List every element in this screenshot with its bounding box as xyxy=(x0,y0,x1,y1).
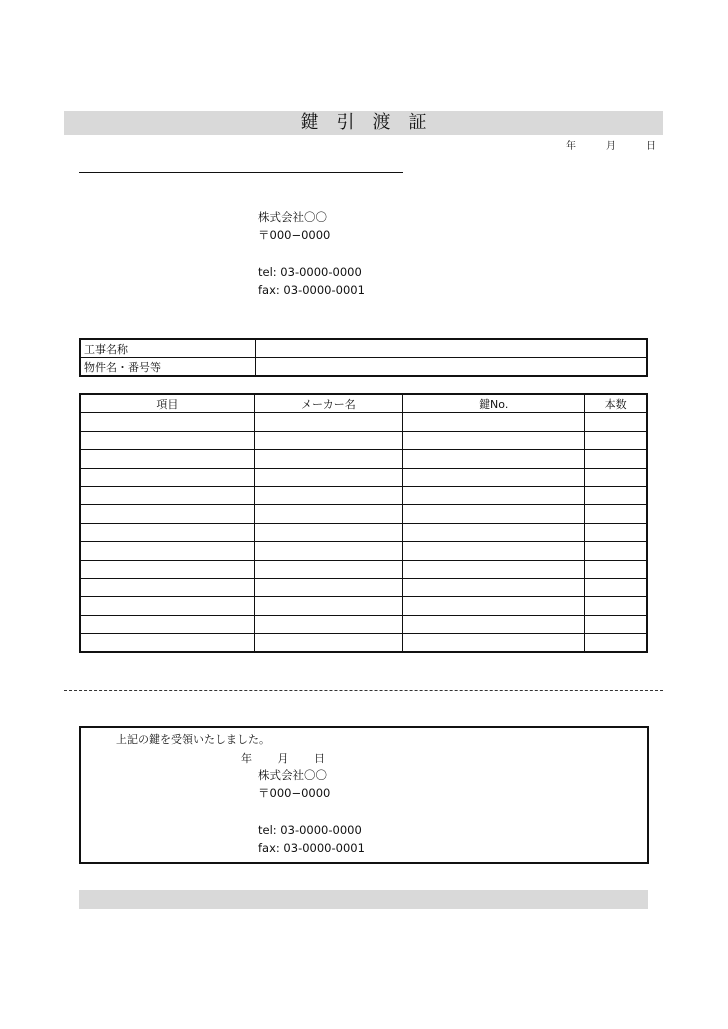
receipt-issuer-block xyxy=(258,766,365,857)
maker-cell[interactable] xyxy=(254,468,402,486)
key-no-cell[interactable] xyxy=(403,486,585,504)
receipt-day-label: 日 xyxy=(314,752,325,765)
key-no-cell[interactable] xyxy=(403,505,585,523)
project-name-field[interactable] xyxy=(256,339,648,358)
project-row xyxy=(80,358,647,377)
item-cell[interactable] xyxy=(80,505,254,523)
item-cell[interactable] xyxy=(80,634,254,653)
table-row xyxy=(80,450,647,468)
property-name-field[interactable] xyxy=(256,358,648,377)
receipt-month-label: 月 xyxy=(277,752,289,765)
count-cell[interactable] xyxy=(585,413,647,431)
key-no-cell[interactable] xyxy=(403,468,585,486)
count-cell[interactable] xyxy=(585,486,647,504)
count-cell[interactable] xyxy=(585,615,647,633)
table-row xyxy=(80,468,647,486)
issue-date xyxy=(566,137,656,152)
receipt-date xyxy=(241,750,325,766)
key-no-cell[interactable] xyxy=(403,597,585,615)
maker-cell[interactable] xyxy=(254,542,402,560)
project-name-label: 工事名称 xyxy=(80,339,256,358)
table-row xyxy=(80,634,647,653)
count-cell[interactable] xyxy=(585,468,647,486)
receipt-company: 株式会社〇〇 xyxy=(258,768,327,782)
key-no-cell[interactable] xyxy=(403,413,585,431)
table-row xyxy=(80,523,647,541)
footer-bar xyxy=(79,890,648,909)
receipt-fax: fax: 03-0000-0001 xyxy=(258,841,365,855)
count-cell[interactable] xyxy=(585,634,647,653)
issuer-tel: tel: 03-0000-0000 xyxy=(258,265,362,279)
table-row xyxy=(80,431,647,449)
maker-cell[interactable] xyxy=(254,486,402,504)
key-no-cell[interactable] xyxy=(403,431,585,449)
receipt-postal: 〒000−0000 xyxy=(258,786,331,800)
date-year-label: 年 xyxy=(566,141,576,152)
maker-cell[interactable] xyxy=(254,560,402,578)
key-no-cell[interactable] xyxy=(403,523,585,541)
table-row xyxy=(80,542,647,560)
maker-cell[interactable] xyxy=(254,615,402,633)
item-cell[interactable] xyxy=(80,578,254,596)
header-key-no: 鍵No. xyxy=(403,394,585,413)
count-cell[interactable] xyxy=(585,578,647,596)
count-cell[interactable] xyxy=(585,560,647,578)
key-no-cell[interactable] xyxy=(403,615,585,633)
item-cell[interactable] xyxy=(80,468,254,486)
key-no-cell[interactable] xyxy=(403,542,585,560)
count-cell[interactable] xyxy=(585,505,647,523)
property-name-label: 物件名・番号等 xyxy=(80,358,256,377)
maker-cell[interactable] xyxy=(254,578,402,596)
key-no-cell[interactable] xyxy=(403,634,585,653)
table-row xyxy=(80,505,647,523)
cut-line xyxy=(64,690,663,691)
item-cell[interactable] xyxy=(80,615,254,633)
maker-cell[interactable] xyxy=(254,450,402,468)
table-row xyxy=(80,615,647,633)
receipt-section xyxy=(79,726,649,864)
maker-cell[interactable] xyxy=(254,634,402,653)
key-no-cell[interactable] xyxy=(403,560,585,578)
maker-cell[interactable] xyxy=(254,597,402,615)
key-no-cell[interactable] xyxy=(403,578,585,596)
receipt-message: 上記の鍵を受領いたしました。 xyxy=(116,733,270,746)
count-cell[interactable] xyxy=(585,542,647,560)
title-bar xyxy=(64,111,663,135)
maker-cell[interactable] xyxy=(254,523,402,541)
item-cell[interactable] xyxy=(80,560,254,578)
item-cell[interactable] xyxy=(80,450,254,468)
header-count: 本数 xyxy=(585,394,647,413)
maker-cell[interactable] xyxy=(254,431,402,449)
count-cell[interactable] xyxy=(585,523,647,541)
issuer-fax: fax: 03-0000-0001 xyxy=(258,283,365,297)
item-cell[interactable] xyxy=(80,486,254,504)
table-row xyxy=(80,413,647,431)
count-cell[interactable] xyxy=(585,431,647,449)
issuer-postal: 〒000−0000 xyxy=(258,228,331,242)
item-cell[interactable] xyxy=(80,431,254,449)
maker-cell[interactable] xyxy=(254,413,402,431)
project-row xyxy=(80,339,647,358)
key-no-cell[interactable] xyxy=(403,450,585,468)
item-cell[interactable] xyxy=(80,413,254,431)
header-item: 項目 xyxy=(80,394,254,413)
item-cell[interactable] xyxy=(80,523,254,541)
count-cell[interactable] xyxy=(585,450,647,468)
recipient-name-line[interactable] xyxy=(79,172,403,173)
table-header-row xyxy=(80,394,647,413)
item-cell[interactable] xyxy=(80,597,254,615)
table-row xyxy=(80,597,647,615)
header-maker: メーカー名 xyxy=(254,394,402,413)
table-row xyxy=(80,486,647,504)
project-info-table xyxy=(79,338,648,377)
maker-cell[interactable] xyxy=(254,505,402,523)
count-cell[interactable] xyxy=(585,597,647,615)
receipt-year-label: 年 xyxy=(241,752,252,765)
table-row xyxy=(80,578,647,596)
issuer-block xyxy=(258,208,365,299)
date-day-label: 日 xyxy=(646,141,656,152)
item-cell[interactable] xyxy=(80,542,254,560)
date-month-label: 月 xyxy=(606,141,616,152)
key-items-table xyxy=(79,393,648,653)
receipt-tel: tel: 03-0000-0000 xyxy=(258,823,362,837)
document-title: 鍵引渡証 xyxy=(300,112,445,133)
issuer-company: 株式会社〇〇 xyxy=(258,210,327,224)
table-row xyxy=(80,560,647,578)
